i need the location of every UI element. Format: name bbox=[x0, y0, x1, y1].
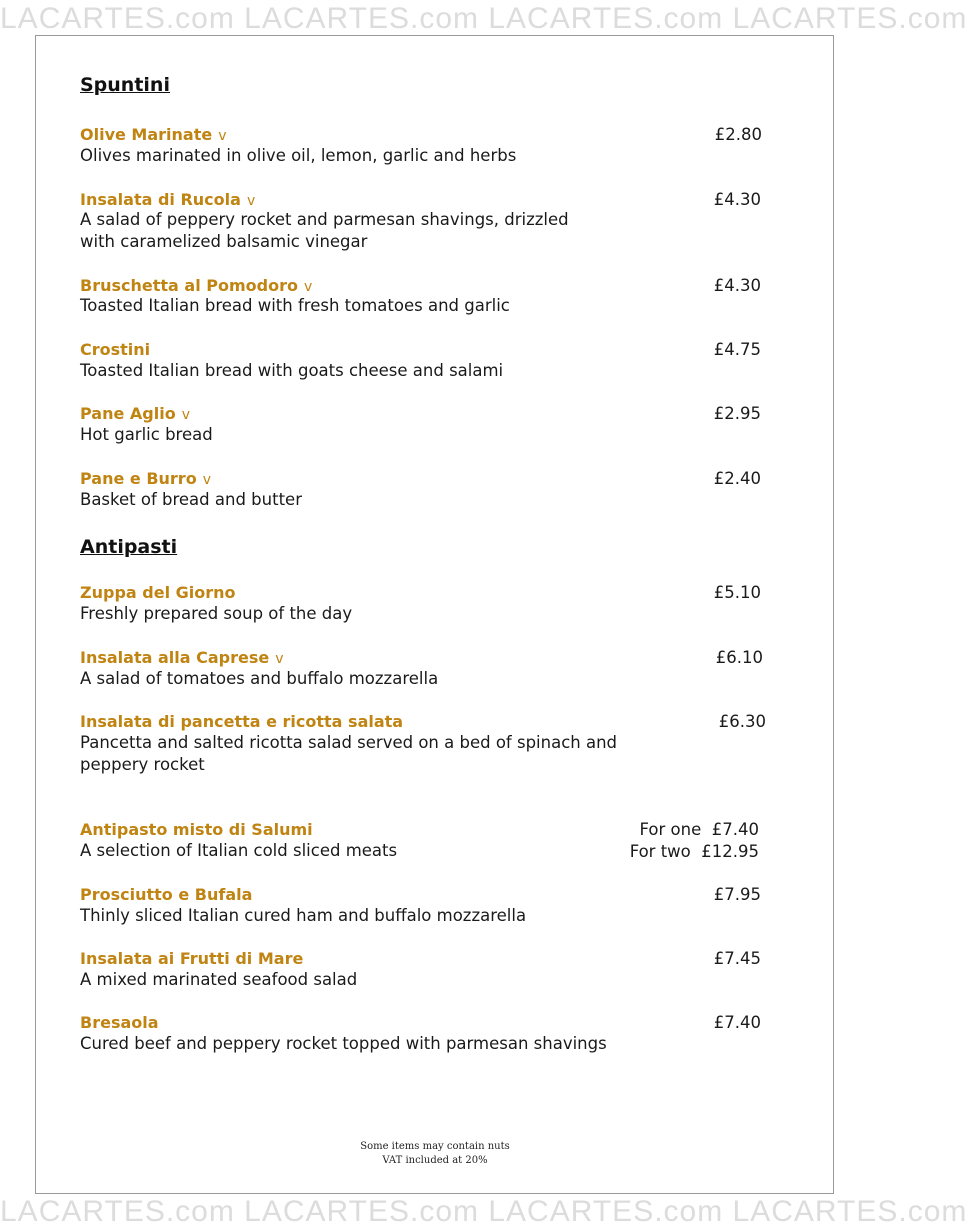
menu-item-price: £7.40 bbox=[713, 1013, 761, 1032]
menu-item-name: Insalata di Rucola v bbox=[80, 190, 256, 209]
menu-item-price: £6.10 bbox=[715, 648, 763, 667]
menu-item-name: Antipasto misto di Salumi bbox=[80, 820, 313, 839]
menu-item-name: Insalata ai Frutti di Mare bbox=[80, 949, 304, 968]
menu-item-description: Thinly sliced Italian cured ham and buffalo mozzarella bbox=[80, 906, 527, 925]
menu-item-description: Toasted Italian bread with goats cheese and salami bbox=[80, 361, 504, 380]
menu-item-name: Prosciutto e Bufala bbox=[80, 885, 253, 904]
menu-item-description: A salad of peppery rocket and parmesan shavings, drizzled with caramelized balsamic vinegar bbox=[80, 210, 569, 251]
vegetarian-icon: v bbox=[303, 279, 313, 295]
menu-item-description: Pancetta and salted ricotta salad served on a bed of spinach and peppery rocket bbox=[80, 733, 618, 774]
menu-item-price: £7.95 bbox=[713, 885, 761, 904]
menu-item-name: Crostini bbox=[80, 340, 151, 359]
vegetarian-icon: v bbox=[181, 407, 190, 423]
menu-item-name: Zuppa del Giorno bbox=[80, 583, 236, 602]
menu-item-description: Olives marinated in olive oil, lemon, garlic and herbs bbox=[80, 146, 517, 165]
menu-item-name: Bruschetta al Pomodoro v bbox=[80, 276, 313, 295]
menu-item-price: £4.30 bbox=[713, 190, 761, 209]
section-title-antipasti: Antipasti bbox=[80, 536, 178, 558]
menu-item-description: Basket of bread and butter bbox=[80, 490, 302, 509]
vegetarian-icon: v bbox=[275, 651, 284, 667]
menu-item-name: Pane Aglio v bbox=[80, 404, 190, 423]
menu-item-price: £2.95 bbox=[713, 404, 761, 423]
menu-item-description: A selection of Italian cold sliced meats bbox=[80, 841, 398, 860]
menu-item-price: £2.80 bbox=[714, 125, 762, 144]
menu-item-price: £5.10 bbox=[713, 583, 761, 602]
section-title-spuntini: Spuntini bbox=[80, 74, 170, 96]
vegetarian-icon: v bbox=[202, 472, 211, 488]
vegetarian-icon: v bbox=[218, 128, 227, 144]
menu-item-price: £2.40 bbox=[713, 469, 761, 488]
watermark-top: LACARTES.com LACARTES.com LACARTES.com LACARTES.com bbox=[0, 2, 967, 35]
menu-item-price-two: For two £12.95 bbox=[629, 842, 759, 861]
footer-nuts-note: Some items may contain nuts bbox=[360, 1141, 510, 1152]
vegetarian-icon: v bbox=[246, 193, 256, 209]
menu-item-description: Freshly prepared soup of the day bbox=[80, 604, 353, 623]
menu-item-name: Pane e Burro v bbox=[80, 469, 211, 488]
menu-item-description: A salad of tomatoes and buffalo mozzarella bbox=[80, 669, 439, 688]
menu-item-price: £4.75 bbox=[713, 340, 761, 359]
menu-item-name: Bresaola bbox=[80, 1013, 159, 1032]
watermark-bottom: LACARTES.com LACARTES.com LACARTES.com LACARTES.com bbox=[0, 1195, 967, 1228]
menu-item-description: Toasted Italian bread with fresh tomatoes and garlic bbox=[80, 296, 510, 315]
footer-vat-note: VAT included at 20% bbox=[382, 1155, 488, 1166]
menu-item-description: Hot garlic bread bbox=[80, 425, 213, 444]
menu-item-description: Cured beef and peppery rocket topped with parmesan shavings bbox=[80, 1034, 607, 1053]
menu-item-name: Olive Marinate v bbox=[80, 125, 227, 144]
menu-item-price-one: For one £7.40 bbox=[639, 820, 759, 839]
menu-item-price: £4.30 bbox=[713, 276, 761, 295]
menu-item-price: £6.30 bbox=[718, 712, 766, 731]
menu-item-price: £7.45 bbox=[713, 949, 761, 968]
menu-item-name: Insalata alla Caprese v bbox=[80, 648, 284, 667]
menu-item-name: Insalata di pancetta e ricotta salata bbox=[80, 712, 404, 731]
menu-item-description: A mixed marinated seafood salad bbox=[80, 970, 358, 989]
